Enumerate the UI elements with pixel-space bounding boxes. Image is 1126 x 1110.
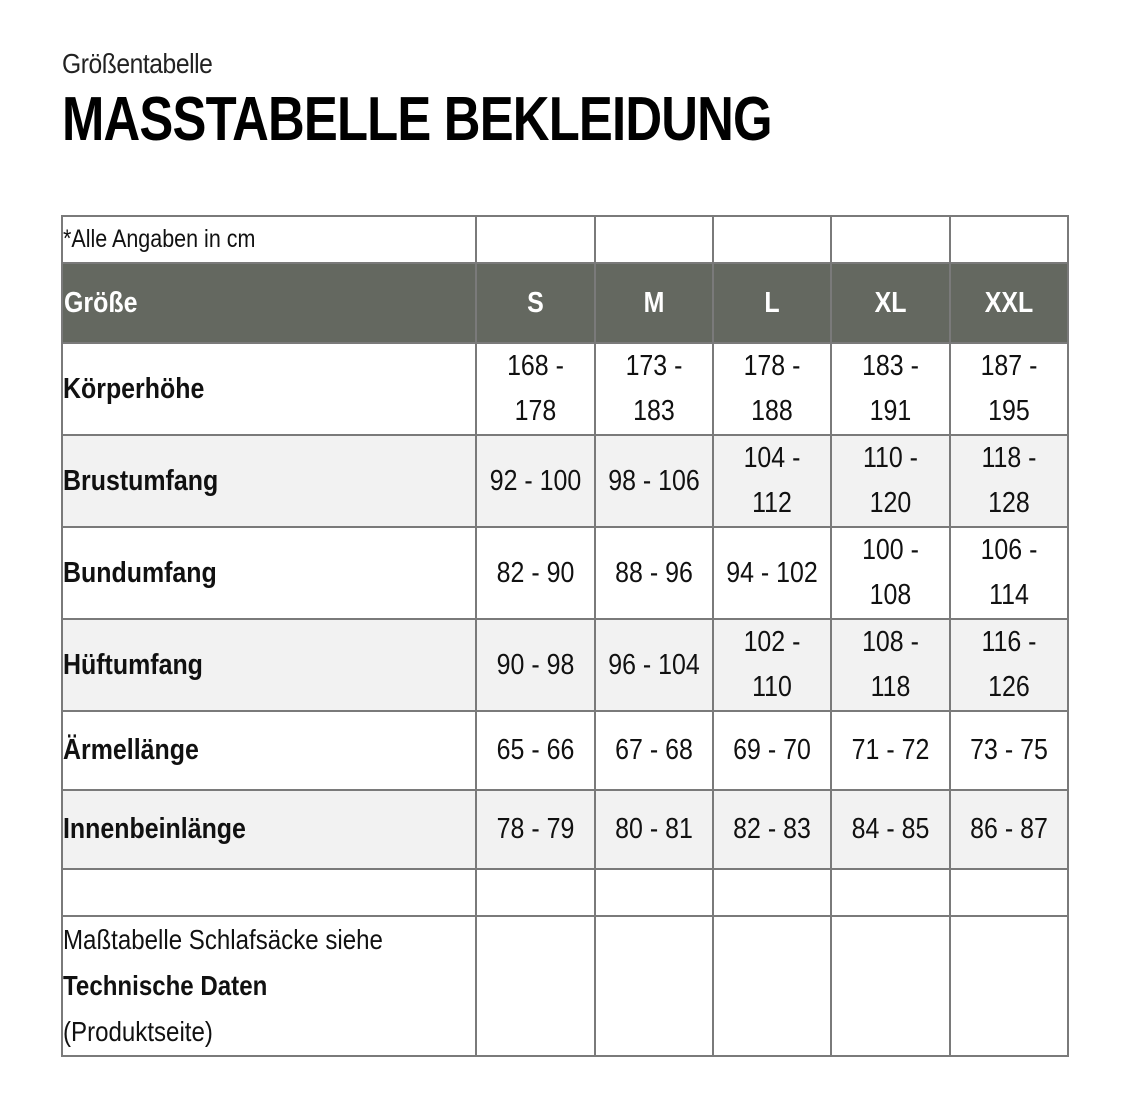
table-cell: 108 - 118	[831, 619, 950, 711]
empty-cell	[476, 916, 595, 1056]
header-size-m: M	[595, 263, 713, 343]
header-size-l: L	[713, 263, 831, 343]
table-row-hueftumfang	[62, 619, 1068, 711]
row-label: Körperhöhe	[62, 343, 476, 435]
table-cell: 178 - 188	[713, 343, 831, 435]
table-cell: 110 - 120	[831, 435, 950, 527]
table-cell: 78 - 79	[476, 790, 595, 869]
empty-cell	[595, 916, 713, 1056]
empty-cell	[62, 869, 476, 916]
table-row-brustumfang	[62, 435, 1068, 527]
header-size-s: S	[476, 263, 595, 343]
page-title: MASSTABELLE BEKLEIDUNG	[62, 85, 772, 154]
table-cell: 118 - 128	[950, 435, 1068, 527]
empty-cell	[950, 916, 1068, 1056]
table-cell: 71 - 72	[831, 711, 950, 790]
table-row-innenbeinlaenge	[62, 790, 1068, 869]
note-row	[62, 216, 1068, 263]
empty-cell	[831, 869, 950, 916]
table-cell: 67 - 68	[595, 711, 713, 790]
technical-data-link: Technische Daten	[63, 970, 268, 1001]
empty-cell	[831, 216, 950, 263]
table-cell: 69 - 70	[713, 711, 831, 790]
empty-cell	[950, 216, 1068, 263]
empty-cell	[950, 869, 1068, 916]
table-cell: 84 - 85	[831, 790, 950, 869]
footer-note	[62, 916, 476, 1056]
footer-line-1: Maßtabelle Schlafsäcke siehe	[63, 924, 383, 955]
note-cell: *Alle Angaben in cm	[62, 216, 476, 263]
table-cell: 187 - 195	[950, 343, 1068, 435]
footer-row	[62, 916, 1068, 1056]
table-cell: 116 - 126	[950, 619, 1068, 711]
table-cell: 106 - 114	[950, 527, 1068, 619]
header-row	[62, 263, 1068, 343]
empty-cell	[713, 916, 831, 1056]
table-cell: 100 - 108	[831, 527, 950, 619]
table-cell: 82 - 83	[713, 790, 831, 869]
table-row-koerperhoehe	[62, 343, 1068, 435]
table-cell: 82 - 90	[476, 527, 595, 619]
header-size-xxl: XXL	[950, 263, 1068, 343]
empty-cell	[595, 869, 713, 916]
row-label: Bundumfang	[62, 527, 476, 619]
empty-cell	[713, 216, 831, 263]
table-cell: 183 - 191	[831, 343, 950, 435]
table-cell: 92 - 100	[476, 435, 595, 527]
table-row-aermellaenge	[62, 711, 1068, 790]
table-cell: 96 - 104	[595, 619, 713, 711]
table-cell: 65 - 66	[476, 711, 595, 790]
empty-row	[62, 869, 1068, 916]
row-label: Innenbeinlänge	[62, 790, 476, 869]
table-cell: 73 - 75	[950, 711, 1068, 790]
empty-cell	[713, 869, 831, 916]
table-cell: 86 - 87	[950, 790, 1068, 869]
header-size-xl: XL	[831, 263, 950, 343]
empty-cell	[476, 869, 595, 916]
empty-cell	[831, 916, 950, 1056]
empty-cell	[595, 216, 713, 263]
table-cell: 88 - 96	[595, 527, 713, 619]
table-cell: 80 - 81	[595, 790, 713, 869]
table-cell: 168 - 178	[476, 343, 595, 435]
row-label: Brustumfang	[62, 435, 476, 527]
size-table	[61, 215, 1069, 1057]
table-cell: 90 - 98	[476, 619, 595, 711]
row-label: Hüftumfang	[62, 619, 476, 711]
table-cell: 102 - 110	[713, 619, 831, 711]
table-row-bundumfang	[62, 527, 1068, 619]
empty-cell	[476, 216, 595, 263]
table-cell: 104 - 112	[713, 435, 831, 527]
table-cell: 173 - 183	[595, 343, 713, 435]
row-label: Ärmellänge	[62, 711, 476, 790]
table-cell: 98 - 106	[595, 435, 713, 527]
footer-line-3: (Produktseite)	[63, 1016, 213, 1047]
header-size-label: Größe	[62, 263, 476, 343]
table-cell: 94 - 102	[713, 527, 831, 619]
page-subtitle: Größentabelle	[62, 48, 213, 79]
